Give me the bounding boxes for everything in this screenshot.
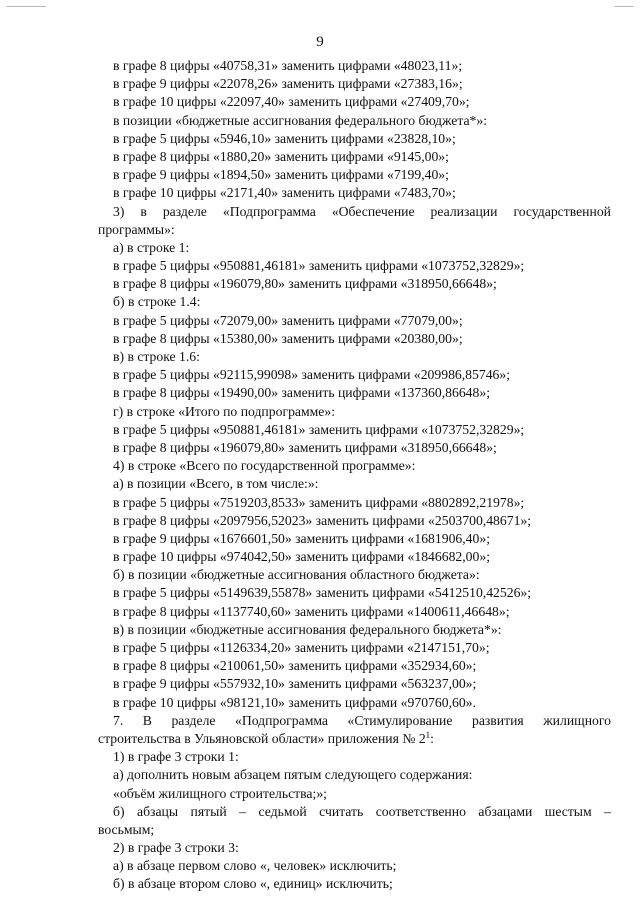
text-line: в графе 10 цифры «974042,50» заменить цифрами «1846682,00»; — [113, 549, 491, 565]
text-line: в) в позиции «бюджетные ассигнования федерального бюджета*»: — [113, 621, 502, 637]
text-line: в графе 8 цифры «210061,50» заменить цифрами «352934,60»; — [113, 658, 477, 674]
text-line: в позиции «бюджетные ассигнования федерального бюджета*»: — [113, 112, 488, 128]
text-line: в графе 8 цифры «196079,80» заменить цифрами «318950,66648»; — [113, 276, 497, 292]
scan-corner-mark-left — [6, 6, 46, 7]
text-line-with-footnote — [98, 730, 611, 748]
text-line: в графе 10 цифры «2171,40» заменить цифрами «7483,70»; — [113, 185, 456, 201]
text-line: в графе 5 цифры «72079,00» заменить цифрами «77079,00»; — [113, 312, 463, 328]
text-line: в графе 5 цифры «1126334,20» заменить цифрами «2147151,70»; — [113, 640, 490, 655]
text-line: а) в строке 1: — [113, 239, 190, 255]
text-line: в графе 9 цифры «1894,50» заменить цифрами «7199,40»; — [113, 167, 449, 183]
text-line: в графе 8 цифры «19490,00» заменить цифрами «137360,86648»; — [113, 385, 491, 401]
text-line: 3) в разделе «Подпрограмма «Обеспечение реализации государственной — [113, 203, 611, 219]
text-line: в графе 5 цифры «5149639,55878» заменить цифрами «5412510,42526»; — [113, 585, 532, 601]
text-line: в графе 10 цифры «22097,40» заменить цифрами «27409,70»; — [113, 94, 470, 110]
text-line: 7. В разделе «Подпрограмма «Стимулирование развития жилищного — [113, 712, 611, 728]
text-line: в графе 5 цифры «950881,46181» заменить цифрами «1073752,32829»; — [113, 421, 525, 437]
text-line: в графе 9 цифры «557932,10» заменить цифрами «563237,00»; — [113, 676, 477, 692]
text-line: в) в строке 1.6: — [113, 349, 200, 364]
text-line: в графе 10 цифры «98121,10» заменить цифрами «970760,60». — [113, 694, 476, 710]
page-number: 9 — [316, 34, 324, 50]
text-line: а) в позиции «Всего, в том числе:»: — [113, 476, 319, 492]
text-line: в графе 8 цифры «40758,31» заменить цифрами «48023,11»; — [113, 58, 463, 73]
text-line: г) в строке «Итого по подпрограмме»: — [113, 403, 336, 419]
text-line: б) абзацы пятый – седьмой считать соответственно абзацами шестым – — [113, 803, 611, 819]
text-line: в графе 8 цифры «1137740,60» заменить цифрами «1400611,46648»; — [113, 603, 510, 619]
text-span: строительства в Ульяновской области» приложения № 2 — [98, 730, 426, 746]
text-line: в графе 5 цифры «5946,10» заменить цифрами «23828,10»; — [113, 130, 456, 146]
scan-corner-mark-right — [614, 6, 634, 7]
text-line: в графе 9 цифры «22078,26» заменить цифрами «27383,16»; — [113, 76, 463, 92]
text-line: в графе 8 цифры «15380,00» заменить цифрами «20380,00»; — [113, 330, 463, 346]
document-body — [98, 57, 611, 894]
footnote-superscript: 1 — [425, 729, 431, 740]
text-line: в графе 5 цифры «92115,99098» заменить цифрами «209986,85746»; — [113, 367, 511, 383]
text-span-suffix: : — [430, 730, 434, 746]
text-line: б) в позиции «бюджетные ассигнования областного бюджета»: — [113, 567, 480, 583]
text-line: 1) в графе 3 строки 1: — [113, 749, 239, 765]
text-line: в графе 8 цифры «196079,80» заменить цифрами «318950,66648»; — [113, 439, 497, 455]
text-line: в графе 8 цифры «1880,20» заменить цифрами «9145,00»; — [113, 148, 449, 164]
text-line: а) дополнить новым абзацем пятым следующего содержания: — [113, 767, 473, 783]
text-line: восьмым; — [98, 821, 155, 837]
text-line: «объём жилищного строительства;»; — [113, 785, 327, 801]
text-line: в графе 8 цифры «2097956,52023» заменить цифрами «2503700,48671»; — [113, 512, 532, 528]
text-line: программы»: — [98, 221, 175, 237]
text-line: 2) в графе 3 строки 3: — [113, 840, 239, 856]
text-line: б) в строке 1.4: — [113, 294, 201, 310]
text-line: в графе 9 цифры «1676601,50» заменить цифрами «1681906,40»; — [113, 530, 491, 546]
text-line: 4) в строке «Всего по государственной программе»: — [113, 458, 416, 474]
text-line: в графе 5 цифры «7519203,8533» заменить цифрами «8802892,21978»; — [113, 494, 525, 510]
text-line: б) в абзаце втором слово «, единиц» исключить; — [113, 876, 393, 892]
text-line: в графе 5 цифры «950881,46181» заменить цифрами «1073752,32829»; — [113, 258, 525, 274]
text-line: а) в абзаце первом слово «, человек» исключить; — [113, 858, 397, 874]
